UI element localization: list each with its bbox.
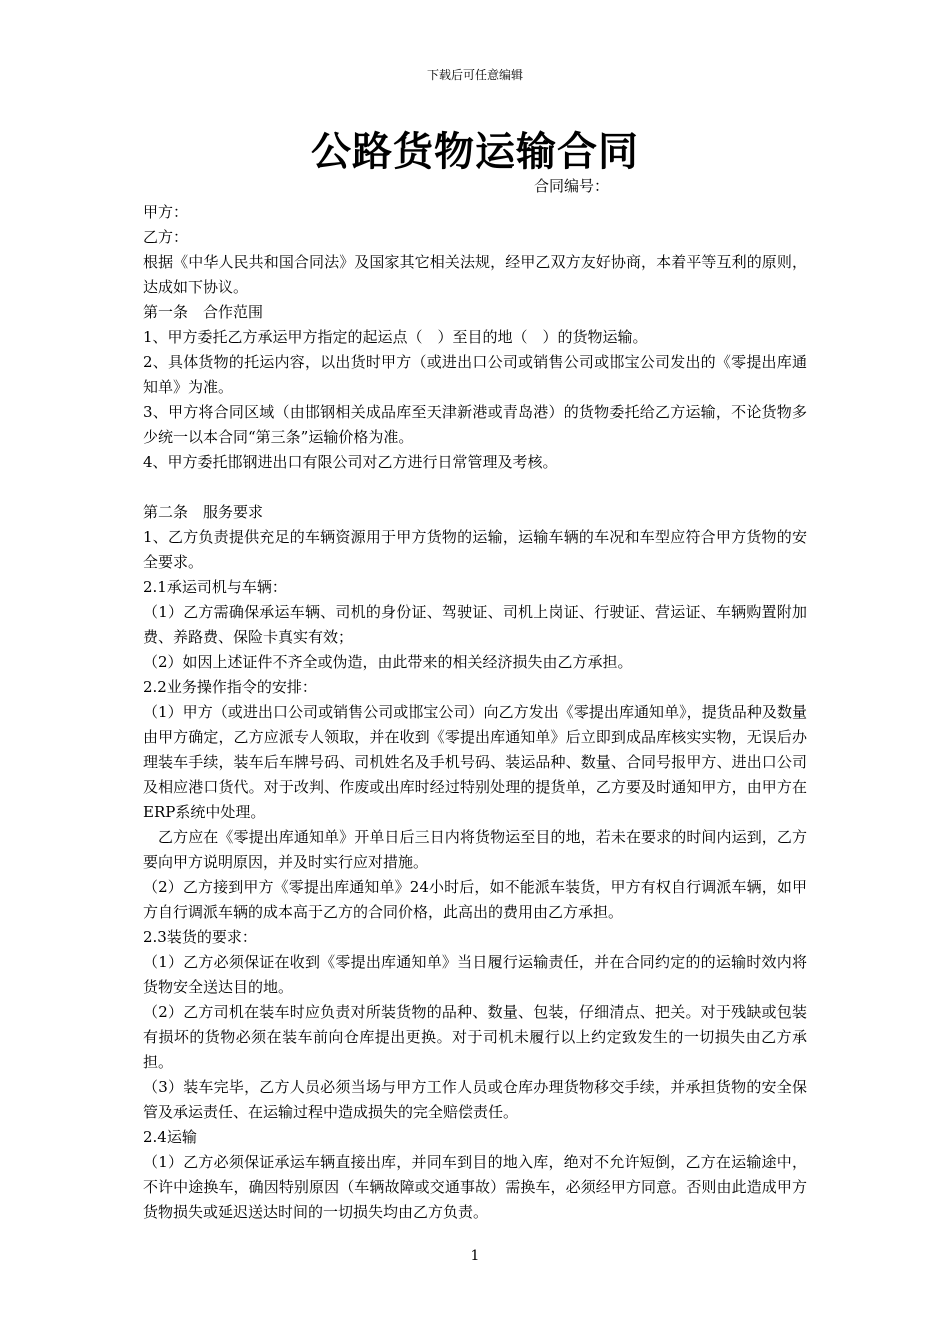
contract-number-label: 合同编号： [534, 177, 610, 195]
section-2-3-item-2: （2）乙方司机在装车时应负责对所装货物的品种、数量、包装，仔细清点、把关。对于残缺或包装有损坏的货物必须在装车前向仓库提出更换。对于司机未履行以上约定致发生的一切损失由乙方承担。 [143, 1003, 807, 1071]
section-2-3-item-3: （3）装车完毕，乙方人员必须当场与甲方工作人员或仓库办理货物移交手续，并承担货物的安全保管及承运责任、在运输过程中造成损失的完全赔偿责任。 [143, 1078, 807, 1121]
section-2-4-heading: 2.4运输 [143, 1128, 197, 1146]
article-1-item-1: 1、甲方委托乙方承运甲方指定的起运点（ ）至目的地（ ）的货物运输。 [143, 328, 648, 346]
article-1-item-4: 4、甲方委托邯钢进出口有限公司对乙方进行日常管理及考核。 [143, 453, 558, 471]
article-1-item-2: 2、具体货物的托运内容，以出货时甲方（或进出口公司或销售公司或邯宝公司发出的《零提出库通知单》为准。 [143, 353, 807, 396]
section-2-1-heading: 2.1承运司机与车辆： [143, 578, 287, 596]
section-2-3-heading: 2.3装货的要求： [143, 928, 257, 946]
article-2-heading: 第二条 服务要求 [143, 503, 264, 521]
section-2-1-item-1: （1）乙方需确保承运车辆、司机的身份证、驾驶证、司机上岗证、行驶证、营运证、车辆购置附加费、养路费、保险卡真实有效； [143, 603, 807, 646]
section-2-2-item-1-note: 乙方应在《零提出库通知单》开单日后三日内将货物运至目的地，若未在要求的时间内运到，乙方要向甲方说明原因，并及时实行应对措施。 [143, 828, 807, 871]
party-a-line: 甲方： [143, 203, 189, 221]
article-2-item-1: 1、乙方负责提供充足的车辆资源用于甲方货物的运输，运输车辆的车况和车型应符合甲方货物的安全要求。 [143, 528, 807, 571]
header-note: 下载后可任意编辑 [426, 68, 523, 82]
article-1-heading: 第一条 合作范围 [143, 303, 264, 321]
section-2-4-item-1: （1）乙方必须保证承运车辆直接出库，并同车到目的地入库，绝对不允许短倒，乙方在运输途中，不许中途换车，确因特别原因（车辆故障或交通事故）需换车，必须经甲方同意。否则由此造成甲方货物损失或延迟送达时间的一切损失均由乙方负责。 [143, 1153, 807, 1221]
section-2-2-item-2: （2）乙方接到甲方《零提出库通知单》24小时后，如不能派车装货，甲方有权自行调派车辆，如甲方自行调派车辆的成本高于乙方的合同价格，此高出的费用由乙方承担。 [143, 878, 807, 921]
preamble-paragraph: 根据《中华人民共和国合同法》及国家其它相关法规，经甲乙双方友好协商，本着平等互利的原则，达成如下协议。 [143, 253, 807, 296]
section-2-2-heading: 2.2业务操作指令的安排： [143, 678, 317, 696]
blank-line [143, 475, 807, 500]
section-2-2-item-1: （1）甲方（或进出口公司或销售公司或邯宝公司）向乙方发出《零提出库通知单》，提货品种及数量由甲方确定，乙方应派专人领取，并在收到《零提出库通知单》后立即到成品库核实实物，无误后办理装车手续，装车后车牌号码、司机姓名及手机号码、装运品种、数量、合同号报甲方、进出口公司及相应港口货代。对于改判、作废或出库时经过特别处理的提货单，乙方要及时通知甲方，由甲方在ERP系统中处理。 [143, 703, 807, 821]
article-1-item-3: 3、甲方将合同区域（由邯钢相关成品库至天津新港或青岛港）的货物委托给乙方运输，不论货物多少统一以本合同“第三条”运输价格为准。 [143, 403, 807, 446]
section-2-3-item-1: （1）乙方必须保证在收到《零提出库通知单》当日履行运输责任，并在合同约定的的运输时效内将货物安全送达目的地。 [143, 953, 807, 996]
contract-body [143, 200, 807, 1225]
section-2-1-item-2: （2）如因上述证件不齐全或伪造，由此带来的相关经济损失由乙方承担。 [143, 653, 633, 671]
page-number: 1 [470, 1248, 480, 1264]
party-b-line: 乙方： [143, 228, 189, 246]
document-title: 公路货物运输合同 [311, 128, 639, 175]
